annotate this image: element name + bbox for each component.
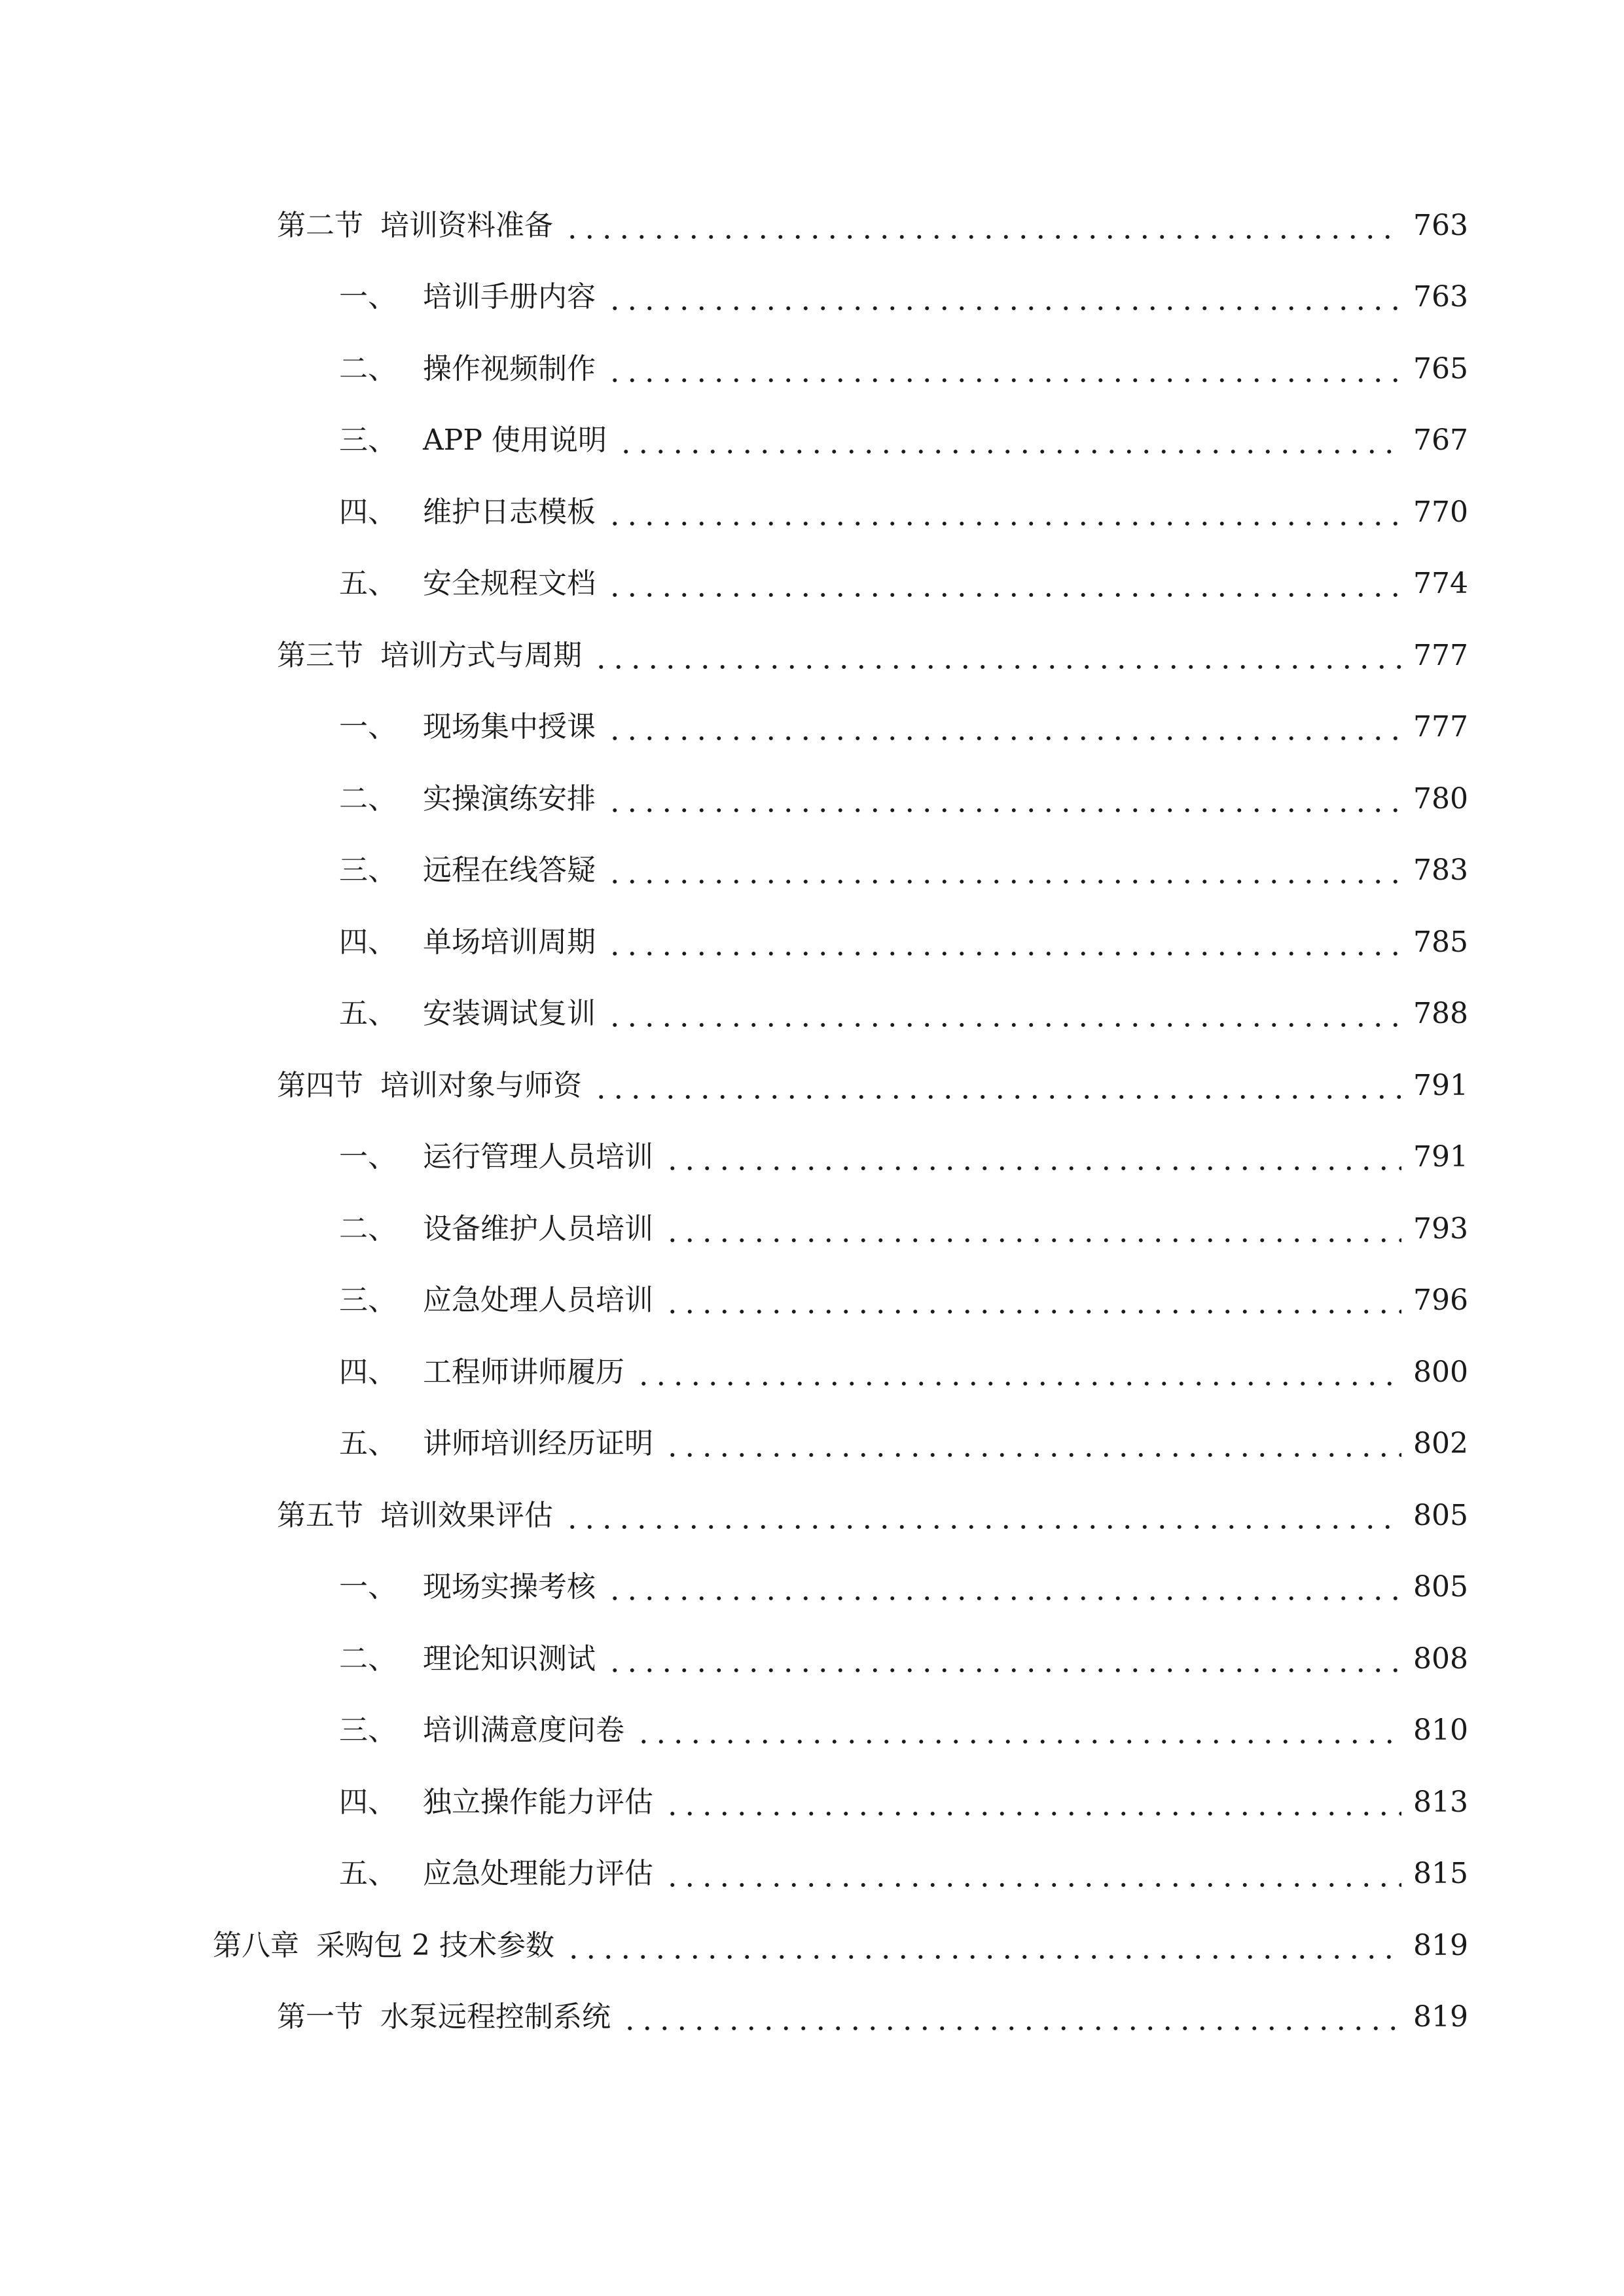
toc-entry-page-number: 819 <box>1413 2000 1468 2034</box>
toc-entry-item[interactable] <box>0 1767 1624 1839</box>
toc-entry-prefix: 三、 <box>339 1283 397 1318</box>
toc-entry-section[interactable] <box>0 1480 1624 1552</box>
dot-leader <box>664 1788 1401 1817</box>
toc-entry-title: 培训对象与师资 <box>380 1068 582 1102</box>
toc-entry-prefix: 五、 <box>339 997 397 1031</box>
dot-leader <box>564 211 1401 240</box>
toc-entry-title: 运行管理人员培训 <box>423 1140 653 1174</box>
toc-entry-page-number: 791 <box>1413 1068 1468 1102</box>
toc-entry-page-number: 793 <box>1413 1211 1468 1246</box>
toc-entry-title: 维护日志模板 <box>423 495 596 529</box>
toc-entry-prefix: 二、 <box>339 351 397 386</box>
toc-entry-prefix: 一、 <box>339 1140 397 1174</box>
toc-entry-page-number: 774 <box>1413 567 1468 601</box>
toc-entry-title: 培训满意度问卷 <box>423 1713 624 1748</box>
toc-entry-page-number: 800 <box>1413 1355 1468 1389</box>
toc-entry-section[interactable] <box>0 190 1624 262</box>
toc-entry-title: APP 使用说明 <box>423 423 607 457</box>
toc-entry-item[interactable] <box>0 1623 1624 1695</box>
toc-entry-prefix: 一、 <box>339 1570 397 1604</box>
toc-entry-prefix: 三、 <box>339 423 397 457</box>
toc-entry-prefix: 四、 <box>339 1355 397 1389</box>
toc-entry-page-number: 805 <box>1413 1498 1468 1532</box>
toc-entry-title: 采购包 2 技术参数 <box>316 1928 554 1962</box>
toc-entry-page-number: 767 <box>1413 423 1468 457</box>
dot-leader <box>617 426 1401 455</box>
dot-leader <box>606 498 1401 527</box>
toc-entry-title: 理论知识测试 <box>423 1641 596 1676</box>
toc-entry-page-number: 791 <box>1413 1140 1468 1174</box>
toc-entry-item[interactable] <box>0 1839 1624 1910</box>
toc-entry-page-number: 808 <box>1413 1641 1468 1676</box>
toc-entry-section[interactable] <box>0 1982 1624 2054</box>
toc-entry-item[interactable] <box>0 333 1624 405</box>
toc-entry-item[interactable] <box>0 262 1624 334</box>
toc-entry-title: 应急处理能力评估 <box>423 1857 653 1891</box>
toc-entry-title: 现场集中授课 <box>423 710 596 744</box>
toc-entry-prefix: 一、 <box>339 280 397 314</box>
dot-leader <box>606 1645 1401 1674</box>
toc-entry-page-number: 796 <box>1413 1283 1468 1318</box>
toc-entry-prefix: 第八章 <box>213 1928 299 1962</box>
toc-entry-chapter[interactable] <box>0 1910 1624 1982</box>
toc-entry-page-number: 785 <box>1413 925 1468 959</box>
toc-entry-prefix: 二、 <box>339 1211 397 1246</box>
toc-entry-item[interactable] <box>0 1193 1624 1265</box>
toc-entry-prefix: 二、 <box>339 781 397 816</box>
toc-entry-title: 安装调试复训 <box>423 997 596 1031</box>
toc-entry-prefix: 四、 <box>339 495 397 529</box>
toc-entry-item[interactable] <box>0 1695 1624 1767</box>
dot-leader <box>606 569 1401 598</box>
dot-leader <box>606 355 1401 384</box>
toc-entry-item[interactable] <box>0 1336 1624 1408</box>
toc-entry-item[interactable] <box>0 1122 1624 1194</box>
toc-entry-page-number: 763 <box>1413 208 1468 242</box>
toc-entry-title: 操作视频制作 <box>423 351 596 386</box>
toc-entry-page-number: 819 <box>1413 1928 1468 1962</box>
toc-entry-prefix: 五、 <box>339 1427 397 1461</box>
toc-entry-page-number: 780 <box>1413 781 1468 816</box>
toc-entry-prefix: 一、 <box>339 710 397 744</box>
toc-entry-page-number: 765 <box>1413 351 1468 386</box>
toc-entry-page-number: 813 <box>1413 1785 1468 1819</box>
toc-entry-title: 培训手册内容 <box>423 280 596 314</box>
toc-entry-page-number: 815 <box>1413 1857 1468 1891</box>
dot-leader <box>621 2003 1401 2032</box>
toc-entry-title: 工程师讲师履历 <box>423 1355 624 1389</box>
toc-entry-item[interactable] <box>0 1552 1624 1624</box>
dot-leader <box>606 928 1401 957</box>
toc-entry-title: 水泵远程控制系统 <box>380 2000 611 2034</box>
toc-entry-page-number: 788 <box>1413 997 1468 1031</box>
toc-entry-item[interactable] <box>0 763 1624 835</box>
toc-entry-prefix: 第四节 <box>277 1068 363 1102</box>
dot-leader <box>565 1931 1401 1960</box>
toc-entry-item[interactable] <box>0 476 1624 548</box>
toc-entry-item[interactable] <box>0 1265 1624 1337</box>
toc-entry-prefix: 第二节 <box>277 208 363 242</box>
toc-entry-title: 单场培训周期 <box>423 925 596 959</box>
dot-leader <box>635 1358 1401 1387</box>
dot-leader <box>606 1573 1401 1602</box>
dot-leader <box>606 856 1401 885</box>
dot-leader <box>606 713 1401 742</box>
toc-entry-title: 实操演练安排 <box>423 781 596 816</box>
dot-leader <box>664 1429 1401 1458</box>
toc-entry-page-number: 810 <box>1413 1713 1468 1748</box>
toc-entry-prefix: 五、 <box>339 1857 397 1891</box>
dot-leader <box>606 283 1401 312</box>
toc-entry-prefix: 第一节 <box>277 2000 363 2034</box>
toc-entry-prefix: 二、 <box>339 1641 397 1676</box>
toc-entry-prefix: 三、 <box>339 853 397 888</box>
toc-entry-section[interactable] <box>0 1050 1624 1122</box>
toc-entry-item[interactable] <box>0 978 1624 1050</box>
dot-leader <box>592 1071 1401 1100</box>
toc-entry-item[interactable] <box>0 548 1624 620</box>
toc-entry-section[interactable] <box>0 620 1624 692</box>
toc-entry-title: 现场实操考核 <box>423 1570 596 1604</box>
dot-leader <box>606 785 1401 814</box>
toc-entry-item[interactable] <box>0 405 1624 477</box>
toc-entry-page-number: 805 <box>1413 1570 1468 1604</box>
dot-leader <box>664 1286 1401 1315</box>
dot-leader <box>592 641 1401 670</box>
toc-entry-prefix: 第五节 <box>277 1498 363 1532</box>
toc-entry-title: 培训资料准备 <box>380 208 553 242</box>
toc-entry-prefix: 四、 <box>339 925 397 959</box>
toc-entry-prefix: 第三节 <box>277 638 363 672</box>
dot-leader <box>664 1859 1401 1888</box>
dot-leader <box>664 1215 1401 1244</box>
toc-entry-page-number: 777 <box>1413 710 1468 744</box>
dot-leader <box>664 1143 1401 1172</box>
dot-leader <box>606 999 1401 1028</box>
toc-entry-page-number: 802 <box>1413 1427 1468 1461</box>
toc-entry-prefix: 四、 <box>339 1785 397 1819</box>
toc-entry-page-number: 783 <box>1413 853 1468 888</box>
dot-leader <box>564 1501 1401 1530</box>
toc-entry-page-number: 763 <box>1413 280 1468 314</box>
toc-entry-title: 培训效果评估 <box>380 1498 553 1532</box>
table-of-contents <box>0 190 1624 2053</box>
toc-entry-title: 独立操作能力评估 <box>423 1785 653 1819</box>
toc-entry-item[interactable] <box>0 835 1624 907</box>
toc-entry-title: 远程在线答疑 <box>423 853 596 888</box>
toc-entry-title: 应急处理人员培训 <box>423 1283 653 1318</box>
toc-entry-prefix: 五、 <box>339 567 397 601</box>
toc-entry-title: 培训方式与周期 <box>380 638 582 672</box>
dot-leader <box>635 1716 1401 1745</box>
toc-entry-prefix: 三、 <box>339 1713 397 1748</box>
toc-entry-title: 安全规程文档 <box>423 567 596 601</box>
toc-entry-item[interactable] <box>0 906 1624 978</box>
toc-entry-item[interactable] <box>0 692 1624 764</box>
toc-entry-page-number: 770 <box>1413 495 1468 529</box>
toc-entry-item[interactable] <box>0 1408 1624 1480</box>
toc-entry-title: 讲师培训经历证明 <box>423 1427 653 1461</box>
toc-entry-page-number: 777 <box>1413 638 1468 672</box>
toc-entry-title: 设备维护人员培训 <box>423 1211 653 1246</box>
